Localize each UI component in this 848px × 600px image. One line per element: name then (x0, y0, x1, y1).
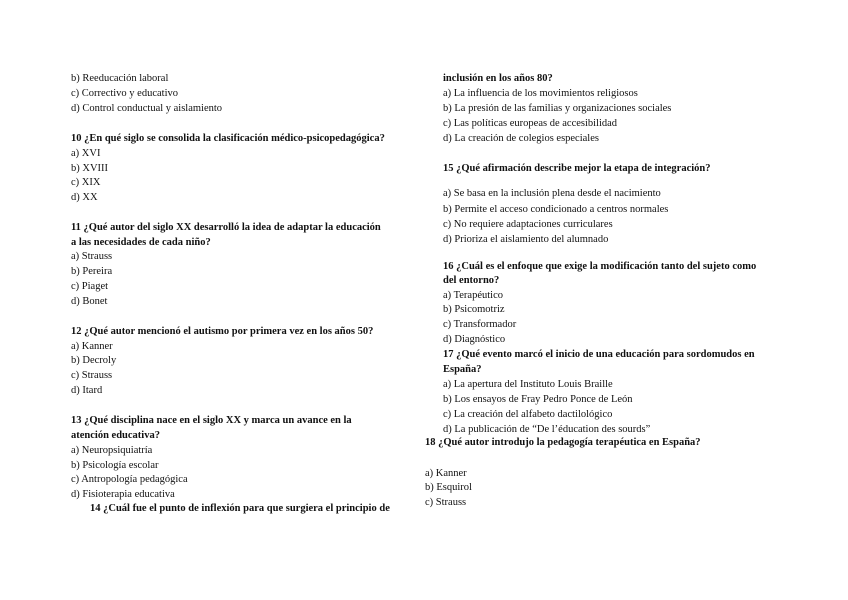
option-c: c) Piaget (71, 281, 109, 292)
option-b: b) Decroly (71, 355, 117, 366)
option-b: b) Pereira (71, 266, 113, 277)
option-a: a) Neuropsiquiatría (71, 445, 153, 456)
option-d: d) La creación de colegios especiales (443, 133, 599, 144)
option-d: d) Control conductual y aislamiento (71, 103, 223, 114)
question-text-line-1: 13 ¿Qué disciplina nace en el siglo XX y marca un avance en la (71, 415, 352, 426)
option-a: a) Kanner (425, 468, 467, 479)
option-d: d) Bonet (71, 296, 108, 307)
question-text-line-1: 17 ¿Qué evento marcó el inicio de una educación para sordomudos en (443, 349, 755, 360)
question-text-line-1: 11 ¿Qué autor del siglo XX desarrolló la idea de adaptar la educación (71, 222, 381, 233)
question-text-line-2: del entorno? (443, 275, 500, 286)
option-c: c) Antropología pedagógica (71, 474, 188, 485)
option-c: c) Strauss (425, 497, 467, 508)
option-b: b) Los ensayos de Fray Pedro Ponce de León (443, 394, 633, 405)
option-a: a) XVI (71, 148, 101, 159)
option-a: a) La apertura del Instituto Louis Braille (443, 379, 613, 390)
option-b: b) La presión de las familias y organizaciones sociales (443, 103, 672, 114)
question-text: 10 ¿En qué siglo se consolida la clasificación médico-psicopedagógica? (71, 133, 385, 144)
option-c: c) Las políticas europeas de accesibilidad (443, 118, 618, 129)
option-c: c) La creación del alfabeto dactilológico (443, 409, 613, 420)
option-c: c) Strauss (71, 370, 113, 381)
option-a: a) Kanner (71, 341, 113, 352)
question-text: 18 ¿Qué autor introdujo la pedagogía terapéutica en España? (425, 437, 701, 448)
question-text-line-2: inclusión en los años 80? (443, 73, 553, 84)
option-d: d) XX (71, 192, 98, 203)
option-a: a) La influencia de los movimientos religiosos (443, 88, 638, 99)
option-b: b) Esquirol (425, 482, 472, 493)
option-c: c) Transformador (443, 319, 517, 330)
option-a: a) Strauss (71, 251, 113, 262)
option-a: a) Terapéutico (443, 290, 503, 301)
option-d: d) Diagnóstico (443, 334, 506, 345)
option-b: b) Permite el acceso condicionado a centros normales (443, 204, 669, 215)
question-text-line-2: a las necesidades de cada niño? (71, 237, 211, 248)
question-text-line-2: España? (443, 364, 482, 375)
option-d: d) Itard (71, 385, 103, 396)
option-b: b) XVIII (71, 163, 109, 174)
option-c: c) No requiere adaptaciones curriculares (443, 219, 613, 230)
option-c: c) Correctivo y educativo (71, 88, 178, 99)
option-c: c) XIX (71, 177, 101, 188)
question-text: 15 ¿Qué afirmación describe mejor la etapa de integración? (443, 163, 711, 174)
question-text-line-2: atención educativa? (71, 430, 160, 441)
option-d: d) La publicación de “De l’éducation des sourds” (443, 424, 651, 435)
option-d: d) Fisioterapia educativa (71, 489, 175, 500)
question-text: 12 ¿Qué autor mencionó el autismo por primera vez en los años 50? (71, 326, 374, 337)
question-text-line-1: 14 ¿Cuál fue el punto de inflexión para que surgiera el principio de (90, 503, 390, 514)
question-text-line-1: 16 ¿Cuál es el enfoque que exige la modificación tanto del sujeto como (443, 261, 757, 272)
option-b: b) Psicomotriz (443, 304, 505, 315)
option-b: b) Psicología escolar (71, 460, 159, 471)
option-b: b) Reeducación laboral (71, 73, 169, 84)
option-a: a) Se basa en la inclusión plena desde el nacimiento (443, 188, 661, 199)
option-d: d) Prioriza el aislamiento del alumnado (443, 234, 609, 245)
